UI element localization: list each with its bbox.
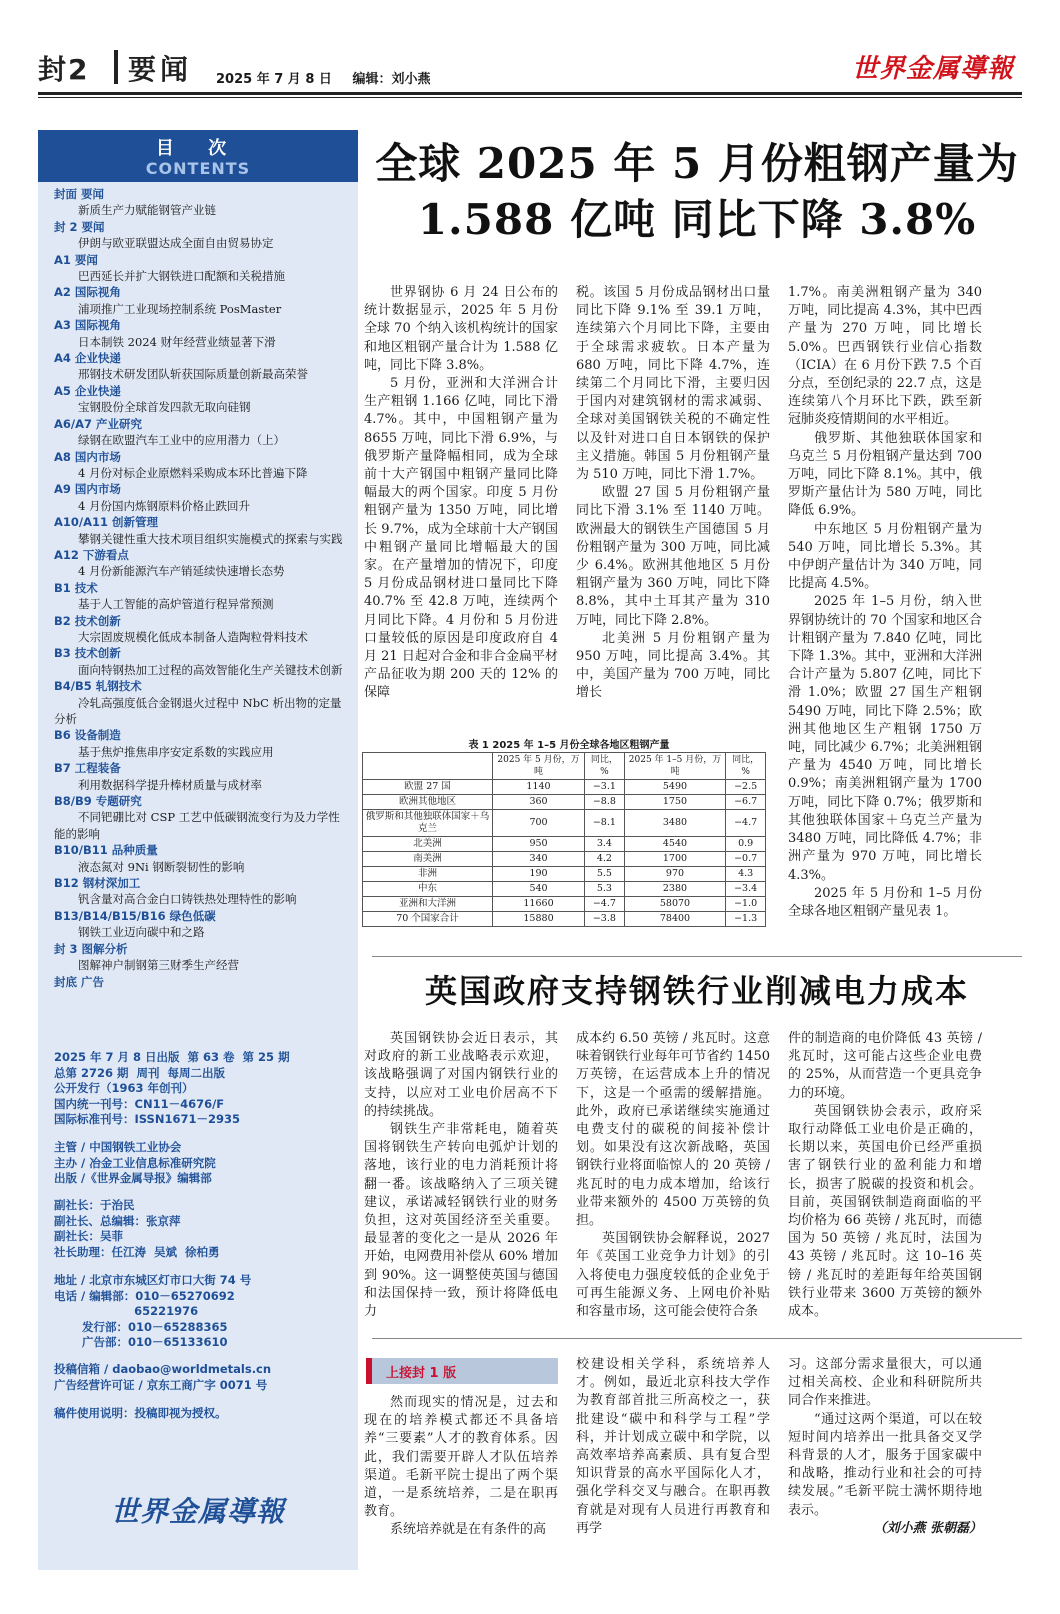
table-cell: 950 xyxy=(493,837,585,852)
publication-line: 国内统一刊号：CN11－4676/F xyxy=(54,1096,225,1111)
publication-contact xyxy=(54,1362,348,1393)
toc-section: A3 国际视角 xyxy=(54,318,121,333)
article2-column3 xyxy=(788,1030,982,1321)
table-cell: 4.2 xyxy=(585,852,625,867)
paragraph: 系统培养就是在有条件的高 xyxy=(390,1522,547,1538)
table-cell: −8.8 xyxy=(585,795,625,810)
toc-section: A2 国际视角 xyxy=(54,285,121,300)
table-cell: −3.4 xyxy=(726,882,766,897)
toc-item: 基于人工智能的高炉管道行程异常预测 xyxy=(78,597,274,612)
publication-line: 65221976 xyxy=(54,1304,199,1319)
table-cell: 5.5 xyxy=(585,867,625,882)
table-cell: 540 xyxy=(493,882,585,897)
article2-title: 英国政府支持钢铁行业削减电力成本 xyxy=(424,972,969,1010)
header-rule-thin xyxy=(38,97,1022,98)
paragraph: “通过这两个渠道，可以在较短时间内培养出一批具备交叉学科背景的人才，服务于国家碳中和战略，推动行业和社会的可持续发展。”毛新平院士满怀期待地表示。 xyxy=(788,1411,982,1518)
table-cell: 190 xyxy=(493,867,585,882)
table-cell: 11660 xyxy=(493,897,585,912)
publication-line: 出版 /《世界金属导报》编辑部 xyxy=(54,1171,212,1186)
article1-column3 xyxy=(788,284,982,921)
toc-section: 封底 广告 xyxy=(54,974,105,989)
toc-item: 面向特钢热加工过程的高效智能化生产关键技术创新 xyxy=(78,662,343,677)
publication-notice-lines xyxy=(54,1406,348,1422)
continuation-column1 xyxy=(364,1394,558,1540)
publication-line: 2025 年 7 月 8 日出版 第 63 卷 第 25 期 xyxy=(54,1050,290,1064)
table-header-row xyxy=(363,753,766,780)
publication-line: 副社长：吴菲 xyxy=(54,1229,123,1244)
table-cell: −6.7 xyxy=(726,795,766,810)
table-cell: 1750 xyxy=(624,795,726,810)
publication-info xyxy=(54,1050,348,1128)
toc-header xyxy=(38,130,358,182)
paragraph: 然而现实的情况是，过去和现在的培养模式都还不具备培养“三要素”人才的教育体系。因此，我们需要开辟人才队伍培养渠道。毛新平院士提出了两个渠道，一是系统培养，二是在职再教育。 xyxy=(364,1395,558,1520)
toc-section: B13/B14/B15/B16 绿色低碳 xyxy=(54,908,216,923)
paragraph: 俄罗斯、其他独联体国家和乌克兰 5 月份粗钢产量达到 700 万吨，同比下降 8.1%。其中，俄罗斯产量估计为 580 万吨，同比降低 6.9%。 xyxy=(788,430,982,519)
publication-line: 广告经营许可证 / 京东工商广字 0071 号 xyxy=(54,1377,268,1392)
publication-line: 总第 2726 期 周刊 每周二出版 xyxy=(54,1065,226,1080)
table-cell: −2.5 xyxy=(726,780,766,795)
table-row xyxy=(363,852,766,867)
toc-item: 基于焦炉推焦串序安定系数的实践应用 xyxy=(78,744,274,759)
toc-item: 4 月份对标企业原燃料采购成本环比普遍下降 xyxy=(78,465,308,480)
toc-section: A4 企业快递 xyxy=(54,351,121,366)
paragraph: 件的制造商的电价降低 43 英镑 / 兆瓦时，这可能占这些企业电费的 25%，从而营造一个更具竞争力的环境。 xyxy=(788,1031,982,1101)
publication-address-lines xyxy=(54,1273,348,1351)
toc-section: B12 钢材深加工 xyxy=(54,876,141,891)
table-cell: 15880 xyxy=(493,912,585,927)
article2-top-rule xyxy=(372,956,1022,957)
table-row xyxy=(363,867,766,882)
toc-item: 伊朗与欧亚联盟达成全面自由贸易协定 xyxy=(78,236,274,251)
table-cell: 亚洲和大洋洲 xyxy=(363,897,493,912)
toc-section: B6 设备制造 xyxy=(54,728,121,743)
header-meta xyxy=(216,68,446,87)
publication-staff-lines xyxy=(54,1198,348,1260)
table-cell: −0.7 xyxy=(726,852,766,867)
toc-section: B3 技术创新 xyxy=(54,646,121,661)
paragraph: 5 月份，亚洲和大洋洲合计生产粗钢 1.166 亿吨，同比下滑 4.7%。其中，中国粗钢产量为 8655 万吨，同比下滑 6.9%，与俄罗斯产量降幅相同，成为全球前十大产钢国中粗钢产量同比降幅最大的两个国家。印度 5 月份粗钢产量为 1350 万吨，同比增长 9.7%，成为全球前十大产钢国中粗钢产量同比增幅最大的国家。在产量增加的情况下，印度 5 月份成品钢材进口量同比下降 40.7% 至 42.8 万吨，连续两个月同比下降。4 月份和 5 月份进口量较低的原因是印度政府自 4 月 21 日起对合金和非合金扁平材产品征收为期 200 天的 12% 的保障 xyxy=(364,376,558,701)
table-cell: 欧洲其他地区 xyxy=(363,795,493,810)
article1-title-line1: 全球 2025 年 5 月份粗钢产量为 xyxy=(375,139,1019,188)
paragraph: 钢铁生产非常耗电，随着英国将钢铁生产转向电弧炉计划的落地，该行业的电力消耗预计将翻一番。该战略纳入了三项关键建议，承诺减轻钢铁行业的财务负担，这对英国经济至关重要。最显著的变化之一是从 2026 年开始，电网费用补偿从 60% 增加到 90%。这一调整使英国与德国和法国保持一致，预计将降低电力 xyxy=(364,1122,558,1320)
publication-staff xyxy=(54,1198,348,1260)
toc-section: B4/B5 轧钢技术 xyxy=(54,679,142,694)
publication-line: 副社长：于治民 xyxy=(54,1198,135,1212)
toc-item: 日本制铁 2024 财年经营业绩显著下滑 xyxy=(78,334,276,349)
table-cell: 4.3 xyxy=(726,867,766,882)
toc-section: A12 下游看点 xyxy=(54,547,129,562)
publication-line: 社长助理：任江涛 吴斌 徐柏勇 xyxy=(54,1244,220,1259)
paragraph: 英国钢铁协会近日表示，其对政府的新工业战略表示欢迎，该战略强调了对国内钢铁行业的支持，以应对工业电价居高不下的持续挑战。 xyxy=(364,1031,558,1119)
sidebar xyxy=(38,130,358,1570)
table-row xyxy=(363,882,766,897)
paragraph: 1.7%。南美洲粗钢产量为 340 万吨，同比提高 4.3%，其中巴西产量为 270 万吨，同比增长 5.0%。巴西钢铁行业信心指数（ICIA）在 6 月份下跌 7.5 个百分点，至创纪录的 22.7 点，这是连续第八个月环比下跌，跌至新冠肺炎疫情期间的水平相近。 xyxy=(788,285,982,428)
table-row xyxy=(363,810,766,837)
toc-item: 绿钢在欧盟汽车工业中的应用潜力（上） xyxy=(78,433,285,448)
paragraph: 英国钢铁协会表示，政府采取行动降低工业电价是正确的，长期以来，英国电价已经严重损害了钢铁行业的盈利能力和增长，损害了脱碳的投资和机会。目前，英国钢铁制造商面临的平均价格为 66 英镑 / 兆瓦时，而德国为 50 英镑 / 兆瓦时，法国为 43 英镑 / 兆瓦时。这 10–16 英镑 / 兆瓦时的差距每年给英国钢铁行业带来 3600 万英镑的额外成本。 xyxy=(788,1103,982,1320)
page-header xyxy=(38,44,1022,94)
table-cell: 4540 xyxy=(624,837,726,852)
publication-line: 副社长、总编辑：张京萍 xyxy=(54,1213,181,1228)
table-cell: −4.7 xyxy=(726,810,766,837)
toc-item: 浦项推广工业现场控制系统 PosMaster xyxy=(78,301,282,316)
toc-item: 冷轧高强度低合金钢退火过程中 NbC 析出物的定量分析 xyxy=(54,695,342,726)
publication-sponsor-lines xyxy=(54,1140,348,1187)
table-cell: 5490 xyxy=(624,780,726,795)
table-row xyxy=(363,795,766,810)
toc-item: 邢钢技术研发团队斩获国际质量创新最高荣誉 xyxy=(78,367,308,382)
table-cell: −4.7 xyxy=(585,897,625,912)
table-header-cell: 同比，% xyxy=(585,753,625,780)
toc-list xyxy=(38,182,358,990)
article2-bottom-rule xyxy=(372,1338,1022,1339)
paragraph: 税。该国 5 月份成品钢材出口量同比下降 9.1% 至 39.1 万吨，连续第六个月同比下降，主要由于全球需求疲软。日本产量为 680 万吨，同比下降 4.7%，连续第二个月同比下滑，主要归因于国内对建筑钢材的需求减弱、全球对美国钢铁关税的不确定性以及针对进口自日本钢铁的保护主义措施。韩国 5 月份粗钢产量为 510 万吨，同比下滑 1.7%。 xyxy=(576,285,770,483)
publication-line: 广告部：010－65133610 xyxy=(54,1335,228,1350)
publication-line: 主办 / 冶金工业信息标准研究院 xyxy=(54,1155,216,1170)
publication-line: 国际标准刊号：ISSN1671－2935 xyxy=(54,1112,240,1127)
table-cell: 1700 xyxy=(624,852,726,867)
table-cell: 78400 xyxy=(624,912,726,927)
table-cell: 北美洲 xyxy=(363,837,493,852)
toc-section: 封面 要闻 xyxy=(54,187,105,201)
continuation-column2 xyxy=(576,1356,770,1538)
table-row xyxy=(363,780,766,795)
table-header-cell: 2025 年 5 月份，万吨 xyxy=(493,753,585,780)
toc-item: 大宗固废规模化低成本制备人造陶粒骨料技术 xyxy=(78,629,308,644)
article1-column1 xyxy=(364,284,558,703)
table-row xyxy=(363,912,766,927)
toc-section: A9 国内市场 xyxy=(54,482,121,497)
table-row xyxy=(363,897,766,912)
steel-output-table xyxy=(362,752,766,927)
toc-item: 新质生产力赋能钢管产业链 xyxy=(78,203,216,218)
toc-section: B7 工程装备 xyxy=(54,761,121,776)
table-cell: −1.0 xyxy=(726,897,766,912)
paragraph: 习。这部分需求量很大，可以通过相关高校、企业和科研院所共同合作来推进。 xyxy=(788,1357,982,1409)
toc-item: 不同钯硼比对 CSP 工艺中低碳钢流变行为及力学性能的影响 xyxy=(54,810,340,841)
paragraph: 中东地区 5 月份粗钢产量为 540 万吨，同比增长 5.3%。其中伊朗产量估计为 340 万吨，同比提高 4.5%。 xyxy=(788,521,982,592)
article2-column2 xyxy=(576,1030,770,1321)
article1-title xyxy=(372,136,1022,248)
toc-section: B1 技术 xyxy=(54,580,98,595)
toc-section: A10/A11 创新管理 xyxy=(54,515,159,530)
header-rule xyxy=(38,92,1022,95)
table-row xyxy=(363,837,766,852)
toc-title: 目 次 xyxy=(155,138,241,159)
table-caption: 表 1 2025 年 1–5 月份全球各地区粗钢产量 xyxy=(468,740,670,751)
section-name: 要闻 xyxy=(128,53,193,86)
table-cell: 中东 xyxy=(363,882,493,897)
paragraph: 成本约 6.50 英镑 / 兆瓦时。这意味着钢铁行业每年可节省约 1450 万英镑，在运营成本上升的情况下，这是一个亟需的缓解措施。此外，政府已承诺继续实施通过电费支付的碳税的间接补偿计划。如果没有这次新战略，英国钢铁行业将面临惊人的 20 英镑 / 兆瓦时的电力成本增加，给该行业带来额外的 4500 万英镑的负担。 xyxy=(576,1031,770,1229)
table-cell: 南美洲 xyxy=(363,852,493,867)
table-cell: 5.3 xyxy=(585,882,625,897)
toc-item: 钢铁工业迈向碳中和之路 xyxy=(78,925,205,940)
toc-item: 液态氮对 9Ni 钢断裂韧性的影响 xyxy=(78,859,245,874)
toc-item: 攀钢关键性重大技术项目组织实施模式的探索与实践 xyxy=(78,531,343,546)
article2-column1 xyxy=(364,1030,558,1321)
publication-line: 发行部：010－65288365 xyxy=(54,1319,228,1334)
publication-line: 公开发行（1963 年创刊） xyxy=(54,1081,194,1096)
table-body xyxy=(363,780,766,927)
sidebar-logo: 世界金属導報 xyxy=(110,1495,285,1528)
toc-section: A8 国内市场 xyxy=(54,449,121,464)
continuation-column3 xyxy=(788,1356,982,1538)
paragraph: 英国钢铁协会解释说，2027 年《英国工业竞争力计划》的引入将使电力强度较低的企业免于可再生能源义务、上网电价补贴和容量市场，这可能会使符合条 xyxy=(576,1231,770,1320)
paragraph: 世界钢协 6 月 24 日公布的统计数据显示，2025 年 5 月份全球 70 个纳入该机构统计的国家和地区粗钢产量合计为 1.588 亿吨，同比下降 3.8%。 xyxy=(364,285,558,373)
toc-section: B10/B11 品种质量 xyxy=(54,843,158,858)
paragraph: 欧盟 27 国 5 月份粗钢产量同比下滑 3.1% 至 1140 万吨。欧洲最大的钢铁生产国德国 5 月份粗钢产量为 300 万吨，同比减少 6.4%。欧洲其他地区 5 月份粗钢产量为 360 万吨，同比下降 8.8%，其中土耳其产量为 310 万吨，同比下降 2.8%。 xyxy=(576,485,770,628)
paragraph: 2025 年 5 月份和 1–5 月份全球各地区粗钢产量见表 1。 xyxy=(788,885,982,919)
publication-line: 稿件使用说明：投稿即视为授权。 xyxy=(54,1406,227,1420)
header-separator xyxy=(114,50,118,84)
toc-subtitle: CONTENTS xyxy=(145,159,251,178)
publication-contact-lines xyxy=(54,1362,348,1393)
toc-item: 钒含量对高合金白口铸铁热处理特性的影响 xyxy=(78,892,297,907)
toc-section: B2 技术创新 xyxy=(54,613,121,628)
toc-section: A1 要闻 xyxy=(54,252,98,267)
toc-item: 利用数据科学提升棒材质量与成材率 xyxy=(78,777,262,792)
publication-issue xyxy=(54,1050,348,1128)
publication-line: 主管 / 中国钢铁工业协会 xyxy=(54,1140,182,1154)
article1-title-line2: 1.588 亿吨 同比下降 3.8% xyxy=(417,195,977,244)
continuation-badge xyxy=(366,1358,558,1384)
page-number: 封2 xyxy=(38,53,90,86)
table-cell: 70 个国家合计 xyxy=(363,912,493,927)
table-cell: 俄罗斯和其他独联体国家＋乌克兰 xyxy=(363,810,493,837)
toc-section: 封 3 图解分析 xyxy=(54,941,128,956)
toc-item: 图解神户制钢第三财季生产经营 xyxy=(78,958,239,973)
publication-sponsor xyxy=(54,1140,348,1187)
toc-section: B8/B9 专题研究 xyxy=(54,794,142,809)
table-cell: 58070 xyxy=(624,897,726,912)
continuation-badge-label: 上接封 1 版 xyxy=(386,1366,457,1381)
publication-line: 投稿信箱 / daobao@worldmetals.cn xyxy=(54,1362,272,1376)
newspaper-logo: 世界金属導報 xyxy=(851,54,1014,84)
paragraph: 校建设相关学科，系统培养人才。例如，最近北京科技大学作为教育部首批三所高校之一，获批建设“碳中和科学与工程”学科，并计划成立碳中和学院，以高效率培养高素质、具有复合型知识背景的高水平国际化人才，强化学科交叉与融合。在职再教育就是对现有人员进行再教育和再学 xyxy=(576,1357,770,1536)
table-cell: 970 xyxy=(624,867,726,882)
table-cell: −3.1 xyxy=(585,780,625,795)
table-cell: 1140 xyxy=(493,780,585,795)
paragraph: 2025 年 1–5 月份，纳入世界钢协统计的 70 个国家和地区合计粗钢产量为 7.840 亿吨，同比下降 1.3%。其中，亚洲和大洋洲合计产量为 5.807 亿吨，同比下滑 1.0%；欧盟 27 国生产粗钢 5490 万吨，同比下降 2.5%；欧洲其他地区生产粗钢 1750 万吨，同比减少 6.7%；北美洲粗钢产量为 4540 万吨，同比增长 0.9%；南美洲粗钢产量为 1700 万吨，同比下降 0.7%；俄罗斯和其他独联体国家＋乌克兰产量为 3480 万吨，同比降低 4.7%；非洲产量为 970 万吨，同比增长 4.3%。 xyxy=(788,594,982,883)
table-cell: 360 xyxy=(493,795,585,810)
table-header-cell: 同比，% xyxy=(726,753,766,780)
table-cell: 2380 xyxy=(624,882,726,897)
table-cell: 340 xyxy=(493,852,585,867)
toc-item: 宝钢股份全球首发四款无取向硅钢 xyxy=(78,400,251,415)
byline: （刘小燕 张朝磊） xyxy=(873,1520,982,1536)
table-cell: 3480 xyxy=(624,810,726,837)
table-header-cell: 2025 年 1–5 月份，万吨 xyxy=(624,753,726,780)
publication-notice xyxy=(54,1406,348,1422)
table-cell: 非洲 xyxy=(363,867,493,882)
table-header-cell xyxy=(363,753,493,780)
publication-line: 地址 / 北京市东城区灯市口大街 74 号 xyxy=(54,1273,252,1287)
toc-section: 封 2 要闻 xyxy=(54,219,105,234)
table-cell: 3.4 xyxy=(585,837,625,852)
paragraph: 北美洲 5 月份粗钢产量为 950 万吨，同比提高 3.4%。其中，美国产量为 700 万吨，同比增长 xyxy=(576,630,770,701)
issue-date: 2025 年 7 月 8 日 xyxy=(216,72,332,87)
toc-item: 巴西延长并扩大钢铁进口配额和关税措施 xyxy=(78,269,285,284)
table-cell: −3.8 xyxy=(585,912,625,927)
table-cell: −1.3 xyxy=(726,912,766,927)
table-cell: 700 xyxy=(493,810,585,837)
continuation-column3-body xyxy=(788,1356,982,1520)
article1-column2 xyxy=(576,284,770,703)
editor-name: 编辑：刘小燕 xyxy=(352,72,431,87)
table-cell: 欧盟 27 国 xyxy=(363,780,493,795)
table-cell: 0.9 xyxy=(726,837,766,852)
publication-line: 电话 / 编辑部：010－65270692 xyxy=(54,1288,235,1303)
toc-item: 4 月份新能源汽车产销延续快速增长态势 xyxy=(78,564,285,579)
table-cell: −8.1 xyxy=(585,810,625,837)
toc-section: A6/A7 产业研究 xyxy=(54,416,143,431)
toc-item: 4 月份国内炼钢原料价格止跌回升 xyxy=(78,498,250,513)
publication-address xyxy=(54,1273,348,1351)
toc-section: A5 企业快递 xyxy=(54,383,121,398)
